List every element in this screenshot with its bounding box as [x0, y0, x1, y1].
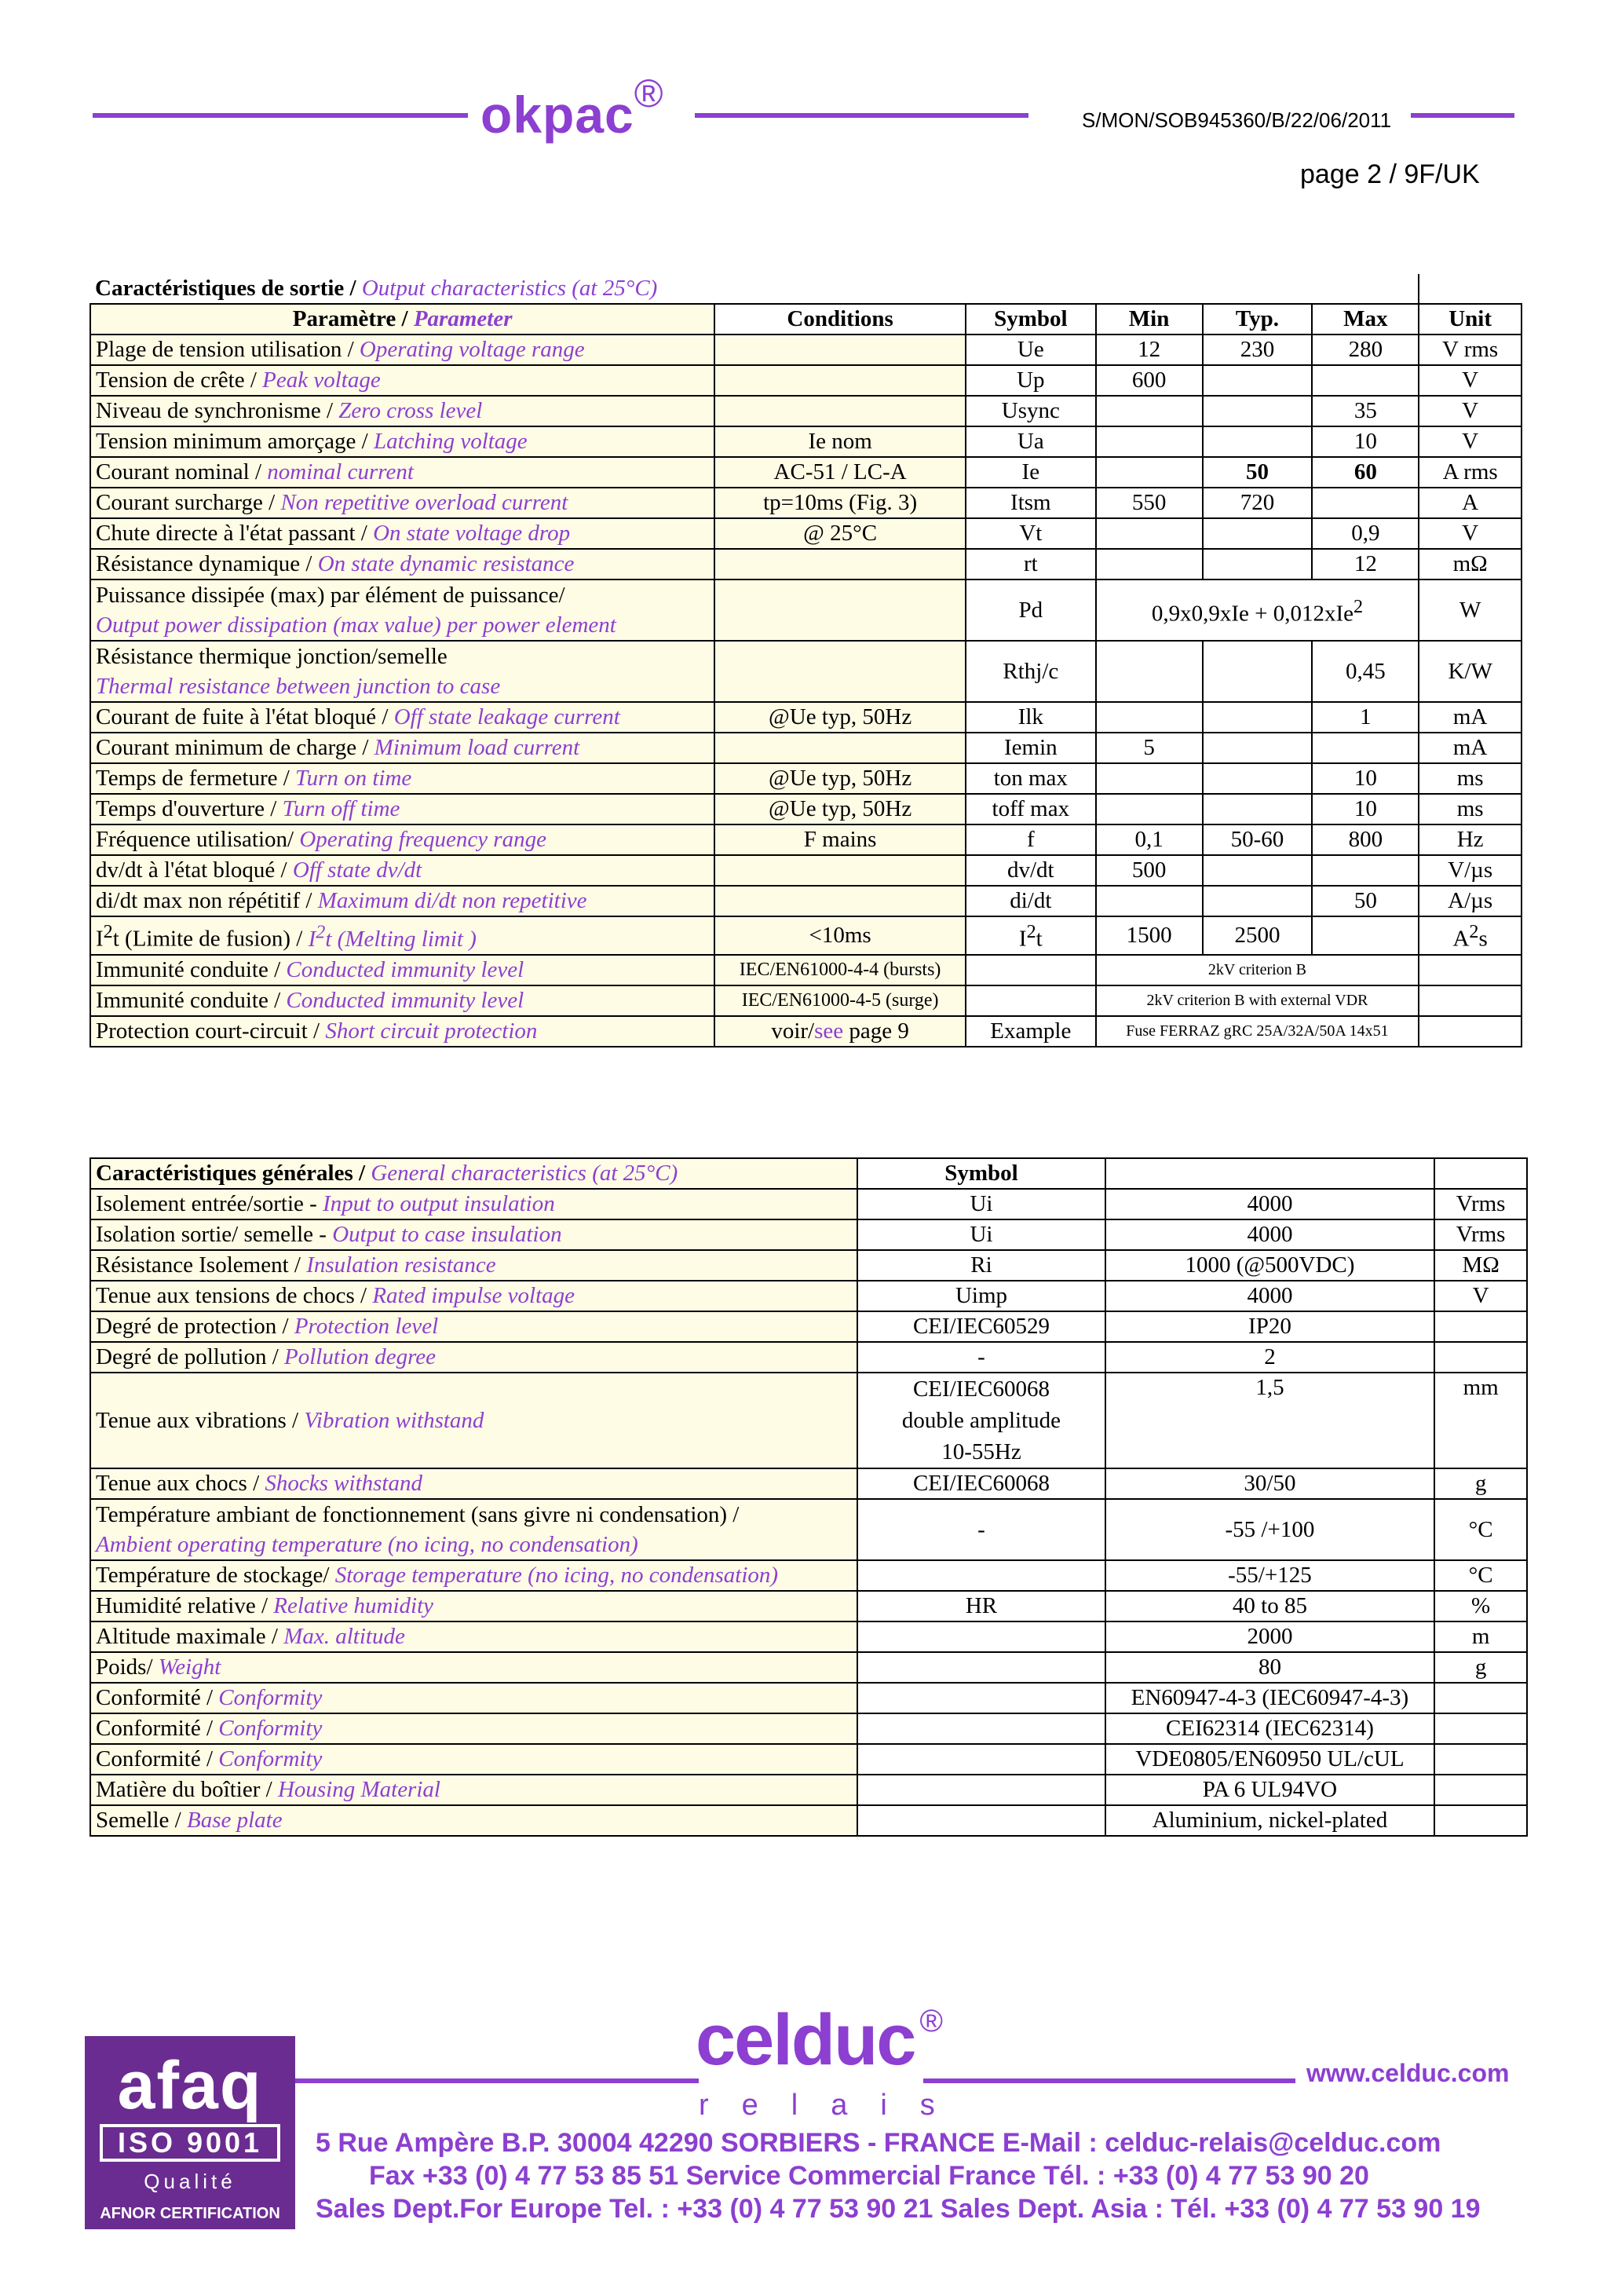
value-cell: Aluminium, nickel-plated	[1105, 1805, 1435, 1836]
parameter-cell: Degré de protection / Protection level	[90, 1311, 857, 1342]
unit-cell: V	[1419, 396, 1522, 426]
unit-cell: V	[1434, 1281, 1527, 1311]
symbol-cell: Vt	[966, 518, 1096, 549]
parameter-cell: di/dt max non répétitif / Maximum di/dt non repetitive	[90, 886, 714, 916]
parameter-cell: Résistance dynamique / On state dynamic resistance	[90, 549, 714, 579]
min-cell: 5	[1096, 733, 1203, 763]
unit-cell: A rms	[1419, 457, 1522, 488]
parameter-cell: Temps d'ouverture / Turn off time	[90, 794, 714, 824]
parameter-cell: Courant surcharge / Non repetitive overload current	[90, 488, 714, 518]
conditions-cell: @Ue typ, 50Hz	[714, 794, 966, 824]
table-row	[90, 335, 1522, 365]
symbol-cell: -	[857, 1342, 1105, 1373]
unit-cell	[1419, 985, 1522, 1016]
parameter-cell: Tenue aux tensions de chocs / Rated impulse voltage	[90, 1281, 857, 1311]
conditions-cell: @Ue typ, 50Hz	[714, 763, 966, 794]
typ-cell: 50	[1203, 457, 1313, 488]
header-unit: Unit	[1419, 304, 1522, 335]
table-row	[90, 955, 1522, 985]
symbol-cell: CEI/IEC60529	[857, 1311, 1105, 1342]
footer-sales-line: Sales Dept.For Europe Tel. : +33 (0) 4 77 53 90 21 Sales Dept. Asia : Tél. +33 (0) 4 77 53 90 19	[316, 2194, 1481, 2224]
table-row	[90, 1219, 1527, 1250]
unit-cell: Vrms	[1434, 1219, 1527, 1250]
value-cell: -55/+125	[1105, 1560, 1435, 1591]
min-cell	[1096, 549, 1203, 579]
symbol-cell	[857, 1683, 1105, 1713]
max-cell	[1312, 733, 1419, 763]
table-row	[90, 1591, 1527, 1621]
min-cell	[1096, 702, 1203, 733]
footer-address-line: 5 Rue Ampère B.P. 30004 42290 SORBIERS - FRANCE E-Mail : celduc-relais@celduc.com	[316, 2128, 1441, 2158]
document-reference: S/MON/SOB945360/B/22/06/2011	[1082, 108, 1392, 132]
parameter-cell: Immunité conduite / Conducted immunity level	[90, 985, 714, 1016]
symbol-cell	[857, 1775, 1105, 1805]
max-cell	[1312, 855, 1419, 886]
table-row	[90, 1342, 1527, 1373]
symbol-cell: Ie	[966, 457, 1096, 488]
parameter-cell: Temps de fermeture / Turn on time	[90, 763, 714, 794]
symbol-cell: Ua	[966, 426, 1096, 457]
typ-cell: 720	[1203, 488, 1313, 518]
general-characteristics-table	[90, 1157, 1528, 1837]
unit-cell: MΩ	[1434, 1250, 1527, 1281]
unit-cell	[1419, 955, 1522, 985]
symbol-cell: Ue	[966, 335, 1096, 365]
max-cell: 800	[1312, 824, 1419, 855]
symbol-cell: toff max	[966, 794, 1096, 824]
value-cell: 4000	[1105, 1189, 1435, 1219]
unit-cell: mA	[1419, 733, 1522, 763]
output-rows-group-1	[90, 335, 1522, 579]
okpac-logo: okpac®	[480, 71, 664, 144]
unit-cell: ms	[1419, 794, 1522, 824]
value-cell: 4000	[1105, 1219, 1435, 1250]
unit-cell: mA	[1419, 702, 1522, 733]
conditions-cell	[714, 886, 966, 916]
parameter-cell: Courant minimum de charge / Minimum load current	[90, 733, 714, 763]
unit-cell: m	[1434, 1621, 1527, 1652]
table-row	[90, 1621, 1527, 1652]
relais-tagline: relais	[699, 2089, 968, 2122]
unit-cell	[1434, 1683, 1527, 1713]
parameter-cell: Niveau de synchronisme / Zero cross level	[90, 396, 714, 426]
table-row-vibration: Tenue aux vibrations / Vibration withstand CEI/IEC60068 double amplitude 10-55Hz 1,5 mm	[90, 1373, 1527, 1468]
output-rows-group-2	[90, 702, 1522, 916]
value-cell: PA 6 UL94VO	[1105, 1775, 1435, 1805]
min-cell	[1096, 396, 1203, 426]
parameter-cell: Degré de pollution / Pollution degree	[90, 1342, 857, 1373]
caption-en: Output characteristics (at 25°C)	[361, 276, 658, 301]
unit-cell: V/µs	[1419, 855, 1522, 886]
symbol-cell	[857, 1744, 1105, 1775]
min-cell: 500	[1096, 855, 1203, 886]
typ-cell	[1203, 886, 1313, 916]
table-header-row	[90, 304, 1522, 335]
conditions-cell: AC-51 / LC-A	[714, 457, 966, 488]
conditions-cell: F mains	[714, 824, 966, 855]
typ-cell: 50-60	[1203, 824, 1313, 855]
table-row-thermal-resistance: Résistance thermique jonction/semelle Thermal resistance between junction to case Rthj/c 0,45 K/W	[90, 641, 1522, 702]
symbol-cell	[966, 955, 1096, 985]
typ-cell	[1203, 855, 1313, 886]
header-max: Max	[1312, 304, 1419, 335]
parameter-cell: Isolation sortie/ semelle - Output to case insulation	[90, 1219, 857, 1250]
table-row	[90, 1560, 1527, 1591]
symbol-cell: f	[966, 824, 1096, 855]
table-row	[90, 488, 1522, 518]
value-cell: 2kV criterion B	[1096, 955, 1419, 985]
unit-cell	[1434, 1805, 1527, 1836]
unit-cell	[1434, 1775, 1527, 1805]
parameter-cell: Altitude maximale / Max. altitude	[90, 1621, 857, 1652]
parameter-cell: Chute directe à l'état passant / On state voltage drop	[90, 518, 714, 549]
table-row	[90, 426, 1522, 457]
min-cell	[1096, 457, 1203, 488]
header-min: Min	[1096, 304, 1203, 335]
header-rule-middle	[695, 113, 1028, 118]
symbol-cell: ton max	[966, 763, 1096, 794]
max-cell: 10	[1312, 763, 1419, 794]
parameter-cell: Humidité relative / Relative humidity	[90, 1591, 857, 1621]
typ-cell	[1203, 794, 1313, 824]
typ-cell	[1203, 396, 1313, 426]
max-cell: 280	[1312, 335, 1419, 365]
afaq-iso9001-logo: afaq ISO 9001 Qualité AFNOR CERTIFICATION	[85, 2036, 295, 2229]
value-cell: 4000	[1105, 1281, 1435, 1311]
page-number: page 2 / 9F/UK	[1300, 159, 1480, 189]
typ-cell	[1203, 763, 1313, 794]
max-cell: 10	[1312, 426, 1419, 457]
unit-cell: %	[1434, 1591, 1527, 1621]
table-row	[90, 886, 1522, 916]
parameter-cell: Matière du boîtier / Housing Material	[90, 1775, 857, 1805]
conditions-cell: IEC/EN61000-4-4 (bursts)	[714, 955, 966, 985]
symbol-cell	[857, 1713, 1105, 1744]
unit-cell	[1434, 1311, 1527, 1342]
symbol-cell: Iemin	[966, 733, 1096, 763]
general-rows-group-1	[90, 1189, 1527, 1373]
table-row	[90, 1805, 1527, 1836]
max-cell: 1	[1312, 702, 1419, 733]
table-row	[90, 1189, 1527, 1219]
symbol-cell	[857, 1560, 1105, 1591]
table-row	[90, 855, 1522, 886]
table-row	[90, 985, 1522, 1016]
parameter-cell: Tension de crête / Peak voltage	[90, 365, 714, 396]
table-row-shocks: Tenue aux chocs / Shocks withstand CEI/IEC60068 30/50 g	[90, 1468, 1527, 1499]
table-row	[90, 1652, 1527, 1683]
max-cell: 60	[1312, 457, 1419, 488]
typ-cell	[1203, 549, 1313, 579]
table-row	[90, 518, 1522, 549]
symbol-cell: Up	[966, 365, 1096, 396]
value-cell: 80	[1105, 1652, 1435, 1683]
unit-cell: Vrms	[1434, 1189, 1527, 1219]
header-conditions: Conditions	[714, 304, 966, 335]
value-cell: 2	[1105, 1342, 1435, 1373]
symbol-cell: Usync	[966, 396, 1096, 426]
parameter-cell: Conformité / Conformity	[90, 1744, 857, 1775]
min-cell	[1096, 518, 1203, 549]
parameter-cell: Semelle / Base plate	[90, 1805, 857, 1836]
symbol-cell: rt	[966, 549, 1096, 579]
unit-cell: V	[1419, 365, 1522, 396]
max-cell: 50	[1312, 886, 1419, 916]
table-row-ambient-temperature: Température ambiant de fonctionnement (sans givre ni condensation) / Ambient operating temperature (no icing, no condensation) - -55 /+100 °C	[90, 1499, 1527, 1560]
min-cell: 0,1	[1096, 824, 1203, 855]
min-cell: 12	[1096, 335, 1203, 365]
conditions-cell: @ 25°C	[714, 518, 966, 549]
table-row	[90, 763, 1522, 794]
parameter-cell: Isolement entrée/sortie - Input to output insulation	[90, 1189, 857, 1219]
min-cell: 600	[1096, 365, 1203, 396]
footer-fax-line: Fax +33 (0) 4 77 53 85 51 Service Commercial France Tél. : +33 (0) 4 77 53 90 20	[369, 2161, 1369, 2191]
table-row	[90, 1775, 1527, 1805]
table-row	[90, 365, 1522, 396]
output-characteristics-table	[90, 274, 1522, 1047]
conditions-cell: IEC/EN61000-4-5 (surge)	[714, 985, 966, 1016]
output-rows-group-3	[90, 955, 1522, 1016]
symbol-cell	[857, 1621, 1105, 1652]
unit-cell: g	[1434, 1652, 1527, 1683]
unit-cell: V	[1419, 518, 1522, 549]
unit-cell: ms	[1419, 763, 1522, 794]
value-cell: 1000 (@500VDC)	[1105, 1250, 1435, 1281]
unit-cell: Hz	[1419, 824, 1522, 855]
symbol-cell: Itsm	[966, 488, 1096, 518]
table-row	[90, 794, 1522, 824]
parameter-cell: Résistance Isolement / Insulation resistance	[90, 1250, 857, 1281]
value-cell: IP20	[1105, 1311, 1435, 1342]
typ-cell: 230	[1203, 335, 1313, 365]
max-cell: 12	[1312, 549, 1419, 579]
parameter-cell: dv/dt à l'état bloqué / Off state dv/dt	[90, 855, 714, 886]
conditions-cell	[714, 335, 966, 365]
parameter-cell: Fréquence utilisation/ Operating frequency range	[90, 824, 714, 855]
symbol-cell: Uimp	[857, 1281, 1105, 1311]
unit-cell: A/µs	[1419, 886, 1522, 916]
value-cell: 2kV criterion B with external VDR	[1096, 985, 1419, 1016]
unit-cell: °C	[1434, 1560, 1527, 1591]
typ-cell	[1203, 733, 1313, 763]
general-rows-group-2	[90, 1560, 1527, 1836]
caption-fr: Caractéristiques de sortie /	[95, 276, 362, 301]
symbol-cell: Ui	[857, 1189, 1105, 1219]
unit-cell: mΩ	[1419, 549, 1522, 579]
parameter-cell: Poids/ Weight	[90, 1652, 857, 1683]
typ-cell	[1203, 365, 1313, 396]
symbol-cell: HR	[857, 1591, 1105, 1621]
min-cell	[1096, 763, 1203, 794]
footer-rule-left	[295, 2078, 699, 2083]
table-row	[90, 1281, 1527, 1311]
typ-cell	[1203, 518, 1313, 549]
max-cell	[1312, 488, 1419, 518]
symbol-cell	[857, 1652, 1105, 1683]
min-cell: 550	[1096, 488, 1203, 518]
symbol-cell	[857, 1805, 1105, 1836]
table-row	[90, 702, 1522, 733]
symbol-cell: Ri	[857, 1250, 1105, 1281]
value-cell: EN60947-4-3 (IEC60947-4-3)	[1105, 1683, 1435, 1713]
unit-cell: V rms	[1419, 335, 1522, 365]
unit-cell: A	[1419, 488, 1522, 518]
value-cell: CEI62314 (IEC62314)	[1105, 1713, 1435, 1744]
website-link[interactable]: www.celduc.com	[1306, 2059, 1510, 2087]
unit-cell	[1434, 1713, 1527, 1744]
value-cell: VDE0805/EN60950 UL/cUL	[1105, 1744, 1435, 1775]
conditions-cell	[714, 396, 966, 426]
unit-cell: V	[1419, 426, 1522, 457]
max-cell: 10	[1312, 794, 1419, 824]
table-row	[90, 733, 1522, 763]
table-row-i2t: $I^2t$ (Limite de fusion) / $I^2t$ (Melting limit ) <10ms $I^2t$ 1500 2500 $A^2s$	[90, 916, 1522, 955]
value-cell: 2000	[1105, 1621, 1435, 1652]
table-row	[90, 1713, 1527, 1744]
table-row	[90, 1744, 1527, 1775]
parameter-cell: Température de stockage/ Storage temperature (no icing, no condensation)	[90, 1560, 857, 1591]
parameter-cell: Conformité / Conformity	[90, 1713, 857, 1744]
header-rule-left	[93, 113, 468, 118]
symbol-cell: Ui	[857, 1219, 1105, 1250]
unit-cell	[1434, 1342, 1527, 1373]
parameter-cell: Courant de fuite à l'état bloqué / Off state leakage current	[90, 702, 714, 733]
footer-rule-right	[923, 2078, 1295, 2083]
min-cell	[1096, 794, 1203, 824]
max-cell: 35	[1312, 396, 1419, 426]
parameter-cell: Tension minimum amorçage / Latching voltage	[90, 426, 714, 457]
symbol-cell: Ilk	[966, 702, 1096, 733]
symbol-cell: di/dt	[966, 886, 1096, 916]
parameter-cell: Conformité / Conformity	[90, 1683, 857, 1713]
table-row	[90, 457, 1522, 488]
table-row	[90, 1250, 1527, 1281]
header-rule-right	[1411, 113, 1514, 118]
typ-cell	[1203, 702, 1313, 733]
header-parameter: Paramètre / Parameter	[90, 304, 714, 335]
typ-cell	[1203, 426, 1313, 457]
parameter-cell: Courant nominal / nominal current	[90, 457, 714, 488]
celduc-logo: celduc ®	[696, 2000, 941, 2080]
table-row-short-circuit-protection: Protection court-circuit / Short circuit protection voir/see page 9 Example Fuse FERRAZ gRC 25A/32A/50A 14x51	[90, 1016, 1522, 1047]
conditions-cell	[714, 855, 966, 886]
conditions-cell: tp=10ms (Fig. 3)	[714, 488, 966, 518]
conditions-cell	[714, 549, 966, 579]
parameter-cell: Immunité conduite / Conducted immunity level	[90, 955, 714, 985]
table-row	[90, 549, 1522, 579]
unit-cell	[1434, 1744, 1527, 1775]
table-caption-row	[90, 274, 1522, 304]
table-row-power-dissipation: Puissance dissipée (max) par élément de puissance/ Output power dissipation (max value) per power element Pd 0,9x0,9xIe + 0,012xIe$^2$ W	[90, 579, 1522, 641]
conditions-cell	[714, 365, 966, 396]
table-row	[90, 1683, 1527, 1713]
parameter-cell: Plage de tension utilisation / Operating voltage range	[90, 335, 714, 365]
min-cell	[1096, 426, 1203, 457]
symbol-cell: dv/dt	[966, 855, 1096, 886]
table-row	[90, 824, 1522, 855]
header-typ: Typ.	[1203, 304, 1313, 335]
max-cell	[1312, 365, 1419, 396]
conditions-cell: @Ue typ, 50Hz	[714, 702, 966, 733]
conditions-cell: Ie nom	[714, 426, 966, 457]
symbol-cell	[966, 985, 1096, 1016]
header-symbol: Symbol	[966, 304, 1096, 335]
table-row	[90, 1311, 1527, 1342]
table-row	[90, 396, 1522, 426]
max-cell: 0,9	[1312, 518, 1419, 549]
value-cell: 40 to 85	[1105, 1591, 1435, 1621]
min-cell	[1096, 886, 1203, 916]
general-header-row: Caractéristiques générales / General characteristics (at 25°C) Symbol	[90, 1158, 1527, 1189]
conditions-cell	[714, 733, 966, 763]
